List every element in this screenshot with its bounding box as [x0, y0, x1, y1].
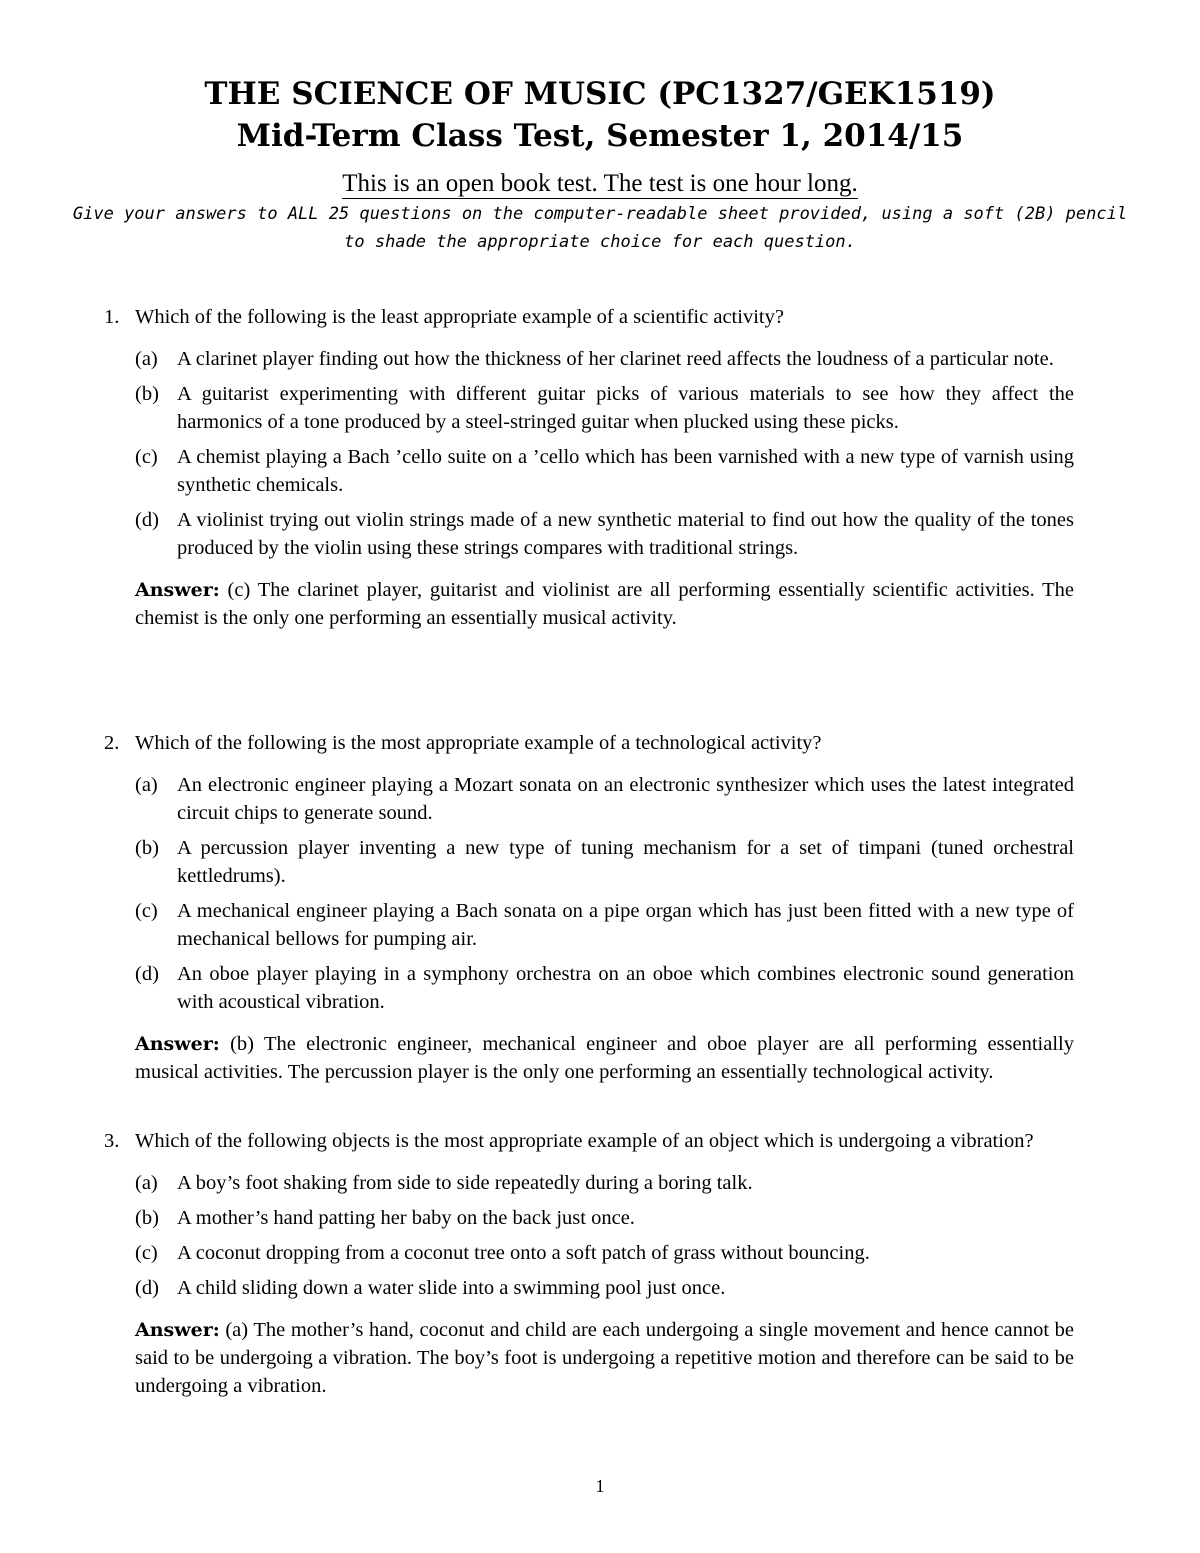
option-label: (a) — [135, 774, 158, 796]
option-c — [104, 1239, 1074, 1267]
question-number: 1. — [104, 306, 120, 328]
option-label: (a) — [135, 348, 158, 370]
answer — [104, 1030, 1074, 1086]
option-b — [104, 834, 1074, 890]
option-text: A mother’s hand patting her baby on the back just once. — [177, 1207, 635, 1229]
option-d — [104, 960, 1074, 1016]
document-title: THE SCIENCE OF MUSIC (PC1327/GEK1519) — [204, 76, 996, 112]
answer — [104, 576, 1074, 632]
option-text: An electronic engineer playing a Mozart sonata on an electronic synthesizer which uses the latest integrated circuit chips to generate sound. — [177, 774, 1074, 824]
option-a — [104, 1169, 1074, 1197]
answer-label: Answer: — [135, 1033, 220, 1055]
option-c — [104, 443, 1074, 499]
option-label: (d) — [135, 963, 159, 985]
option-list — [104, 1169, 1074, 1302]
option-text: A child sliding down a water slide into a swimming pool just once. — [177, 1277, 726, 1299]
option-a — [104, 771, 1074, 827]
question-2 — [104, 729, 1074, 1086]
option-label: (a) — [135, 1172, 158, 1194]
document-subtitle: Mid-Term Class Test, Semester 1, 2014/15 — [236, 118, 964, 154]
answer — [104, 1316, 1074, 1400]
option-label: (b) — [135, 1207, 159, 1229]
option-d — [104, 1274, 1074, 1302]
option-text: A boy’s foot shaking from side to side repeatedly during a boring talk. — [177, 1172, 753, 1194]
option-text: A guitarist experimenting with different guitar picks of various materials to see how they affect the harmonics of a tone produced by a steel-stringed guitar when plucked using these picks. — [177, 383, 1074, 433]
option-text: A mechanical engineer playing a Bach sonata on a pipe organ which has just been fitted with a new type of mechanical bellows for pumping air. — [177, 900, 1074, 950]
option-c — [104, 897, 1074, 953]
question-number: 3. — [104, 1130, 120, 1152]
question-text: Which of the following is the most appropriate example of a technological activity? — [135, 732, 822, 754]
option-text: An oboe player playing in a symphony orchestra on an oboe which combines electronic sound generation with acoustical vibration. — [177, 963, 1074, 1013]
question-text: Which of the following objects is the most appropriate example of an object which is undergoing a vibration? — [135, 1130, 1034, 1152]
question-text: Which of the following is the least appropriate example of a scientific activity? — [135, 306, 784, 328]
option-label: (b) — [135, 837, 159, 859]
question-number: 2. — [104, 732, 120, 754]
option-text: A percussion player inventing a new type of tuning mechanism for a set of timpani (tuned orchestral kettledrums). — [177, 837, 1074, 887]
option-text: A chemist playing a Bach ’cello suite on a ’cello which has been varnished with a new type of varnish using synthetic chemicals. — [177, 446, 1074, 496]
answer-text: (c) The clarinet player, guitarist and violinist are all performing essentially scientific activities. The chemist is the only one performing an essentially musical activity. — [135, 579, 1075, 629]
option-a — [104, 345, 1074, 373]
option-list — [104, 345, 1074, 562]
option-b — [104, 380, 1074, 436]
answer-label: Answer: — [135, 579, 220, 601]
option-d — [104, 506, 1074, 562]
option-label: (c) — [135, 446, 158, 468]
option-label: (d) — [135, 509, 159, 531]
option-label: (d) — [135, 1277, 159, 1299]
option-text: A coconut dropping from a coconut tree onto a soft patch of grass without bouncing. — [177, 1242, 870, 1264]
question-1 — [104, 303, 1074, 632]
question-3 — [104, 1127, 1074, 1400]
intro-line — [0, 168, 1200, 200]
question-stem — [104, 1127, 1074, 1155]
option-text: A violinist trying out violin strings made of a new synthetic material to find out how the quality of the tones produced by the violin using these strings compares with traditional strings. — [177, 509, 1074, 559]
option-label: (c) — [135, 900, 158, 922]
question-stem — [104, 303, 1074, 331]
option-label: (c) — [135, 1242, 158, 1264]
option-label: (b) — [135, 383, 159, 405]
option-b — [104, 1204, 1074, 1232]
option-list — [104, 771, 1074, 1016]
answer-text: (b) The electronic engineer, mechanical engineer and oboe player are all performing essentially musical activities. The percussion player is the only one performing an essentially technological activity. — [135, 1033, 1074, 1083]
question-stem — [104, 729, 1074, 757]
answer-text: (a) The mother’s hand, coconut and child are each undergoing a single movement and hence cannot be said to be undergoing a vibration. The boy’s foot is undergoing a repetitive motion and therefore can be said to be undergoing a vibration. — [135, 1319, 1074, 1397]
page-number: 1 — [595, 1476, 605, 1496]
intro-text: This is an open book test. The test is one hour long. — [342, 170, 858, 197]
instructions: Give your answers to ALL 25 questions on the computer-readable sheet provided, using a soft (2B) pencil to shade the appropriate choice for each question. — [72, 204, 1128, 252]
answer-label: Answer: — [135, 1319, 220, 1341]
option-text: A clarinet player finding out how the thickness of her clarinet reed affects the loudness of a particular note. — [177, 348, 1054, 370]
